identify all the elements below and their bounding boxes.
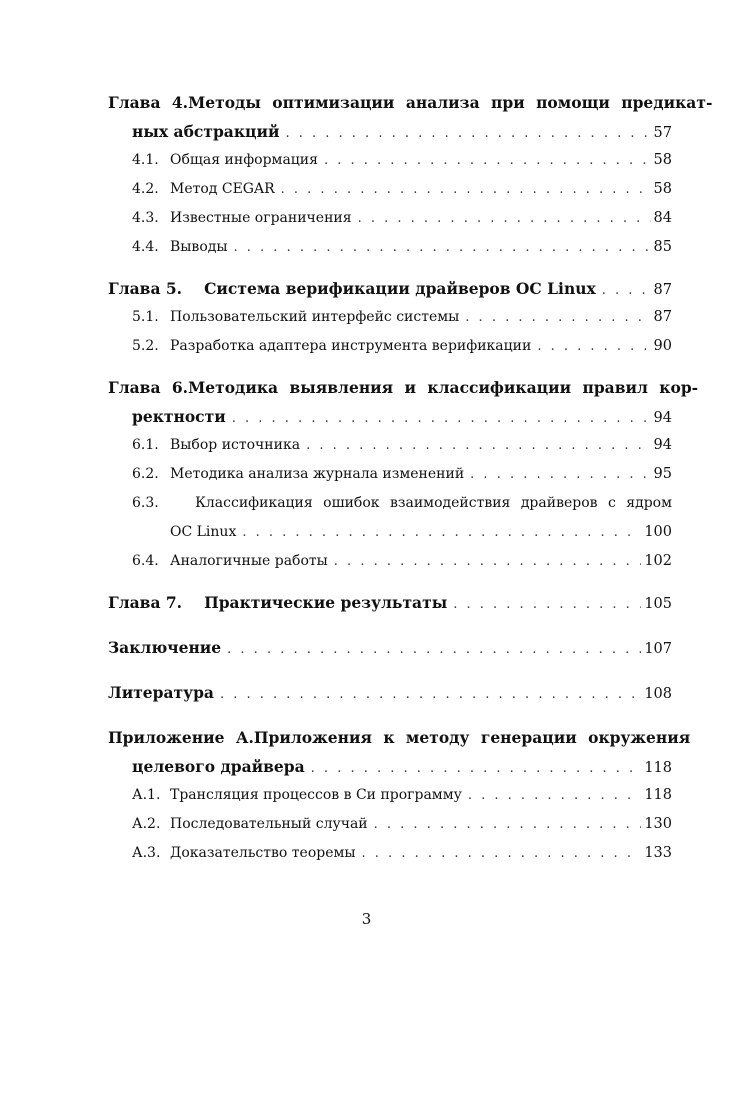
section-title: Выбор источника (170, 437, 301, 453)
section-title: Пользовательский интерфейс системы (170, 309, 460, 325)
page-number: 95 (653, 466, 672, 482)
leader-dots (227, 635, 641, 664)
page-number: 105 (644, 596, 672, 612)
section-number: 4.1. (132, 152, 159, 168)
toc-chapter-heading[interactable] (108, 678, 672, 707)
leader-dots (470, 460, 650, 489)
section-title: Методика анализа журнала изменений (170, 466, 465, 482)
section-title: Доказательство теоремы (170, 845, 356, 861)
page-number: 87 (653, 282, 672, 298)
toc-chapter-heading-cont[interactable] (108, 117, 672, 146)
leader-dots (537, 332, 650, 361)
toc-section[interactable] (108, 489, 672, 518)
leader-dots (306, 431, 650, 460)
toc-section-cont[interactable] (108, 518, 672, 547)
toc-section[interactable] (108, 547, 672, 576)
page-footer-number: 3 (361, 910, 372, 928)
section-number: 6.2. (132, 466, 159, 482)
section-number: 4.2. (132, 181, 159, 197)
toc-section[interactable] (108, 839, 672, 868)
section-title: Классификация ошибок взаимодействия драйверов с ядром (195, 495, 672, 511)
chapter-label: Глава 6. (108, 378, 189, 397)
chapter-title: Литература (108, 683, 214, 702)
section-title: Метод CEGAR (170, 181, 275, 197)
toc-chapter-heading-cont[interactable] (108, 402, 672, 431)
leader-dots (234, 233, 651, 262)
section-number: 4.4. (132, 239, 159, 255)
page-number: 108 (644, 686, 672, 702)
toc-section[interactable] (108, 146, 672, 175)
section-title: Последовательный случай (170, 816, 368, 832)
page-number: 118 (644, 787, 672, 803)
section-number: 4.3. (132, 210, 159, 226)
chapter-title: Методика выявления и классификации правил кор- (188, 378, 699, 397)
section-number: 5.2. (132, 338, 159, 354)
toc-chapter-heading[interactable] (108, 633, 672, 662)
toc-section[interactable] (108, 781, 672, 810)
section-title-cont: ОС Linux (170, 524, 237, 540)
leader-dots (374, 810, 642, 839)
toc-appendix-a (108, 723, 691, 868)
page-number: 57 (653, 125, 672, 141)
section-title: Разработка адаптера инструмента верификации (170, 338, 532, 354)
leader-dots (324, 146, 651, 175)
page-number: 102 (644, 553, 672, 569)
toc-section[interactable] (108, 175, 672, 204)
page-number: 85 (653, 239, 672, 255)
section-number: А.3. (132, 845, 161, 861)
section-number: А.1. (132, 787, 161, 803)
section-number: А.2. (132, 816, 161, 832)
chapter-label: Глава 4. (108, 93, 189, 112)
toc-chapter-6 (108, 373, 699, 576)
leader-dots (362, 839, 642, 868)
section-number: 6.3. (132, 495, 159, 511)
page-number: 118 (644, 760, 672, 776)
leader-dots (453, 590, 641, 619)
toc-section[interactable] (108, 233, 672, 262)
leader-dots (334, 547, 642, 576)
chapter-title-cont: ных абстракций (132, 122, 280, 141)
toc-chapter-heading[interactable] (108, 88, 713, 117)
page-number: 94 (653, 437, 672, 453)
toc-chapter-4 (108, 88, 713, 262)
toc-chapter-heading-cont[interactable] (108, 752, 672, 781)
table-of-contents (108, 88, 713, 880)
chapter-title: Система верификации драйверов ОС Linux (204, 279, 596, 298)
section-title: Трансляция процессов в Си программу (170, 787, 462, 803)
leader-dots (242, 518, 641, 547)
toc-section[interactable] (108, 431, 672, 460)
toc-chapter-heading[interactable] (108, 588, 672, 617)
chapter-label: Глава 5. (108, 279, 183, 298)
page-number: 107 (644, 641, 672, 657)
chapter-title-cont: целевого драйвера (132, 757, 305, 776)
toc-section[interactable] (108, 332, 672, 361)
page-number: 133 (644, 845, 672, 861)
section-title: Аналогичные работы (170, 553, 328, 569)
leader-dots (358, 204, 651, 233)
toc-chapter-7 (108, 588, 672, 617)
section-title: Общая информация (170, 152, 318, 168)
leader-dots (281, 175, 651, 204)
chapter-title: Практические результаты (204, 593, 448, 612)
leader-dots (232, 404, 651, 433)
leader-dots (465, 303, 650, 332)
leader-dots (468, 781, 641, 810)
leader-dots (311, 754, 642, 783)
chapter-title: Заключение (108, 638, 222, 657)
page-number: 100 (644, 524, 672, 540)
leader-dots (602, 276, 651, 305)
page-number: 90 (653, 338, 672, 354)
chapter-label: Приложение А. (108, 728, 254, 747)
page-number: 94 (653, 410, 672, 426)
section-number: 5.1. (132, 309, 159, 325)
toc-section[interactable] (108, 460, 672, 489)
chapter-title: Методы оптимизации анализа при помощи предикат- (188, 93, 713, 112)
section-title: Известные ограничения (170, 210, 352, 226)
section-title: Выводы (170, 239, 228, 255)
page-number: 84 (653, 210, 672, 226)
toc-chapter-5 (108, 274, 672, 361)
section-number: 6.1. (132, 437, 159, 453)
toc-chapter-heading[interactable] (108, 373, 699, 402)
section-number: 6.4. (132, 553, 159, 569)
leader-dots (285, 119, 650, 148)
toc-section[interactable] (108, 204, 672, 233)
toc-literature (108, 678, 672, 707)
chapter-title-cont: ректности (132, 407, 226, 426)
toc-conclusion (108, 633, 672, 662)
toc-chapter-heading[interactable] (108, 274, 672, 303)
leader-dots (220, 680, 641, 709)
page-number: 87 (653, 309, 672, 325)
toc-chapter-heading[interactable] (108, 723, 691, 752)
chapter-label: Глава 7. (108, 593, 183, 612)
toc-section[interactable] (108, 810, 672, 839)
toc-section[interactable] (108, 303, 672, 332)
chapter-title: Приложения к методу генерации окружения (253, 728, 691, 747)
page-number: 130 (644, 816, 672, 832)
page-number: 58 (653, 181, 672, 197)
page-number: 58 (653, 152, 672, 168)
